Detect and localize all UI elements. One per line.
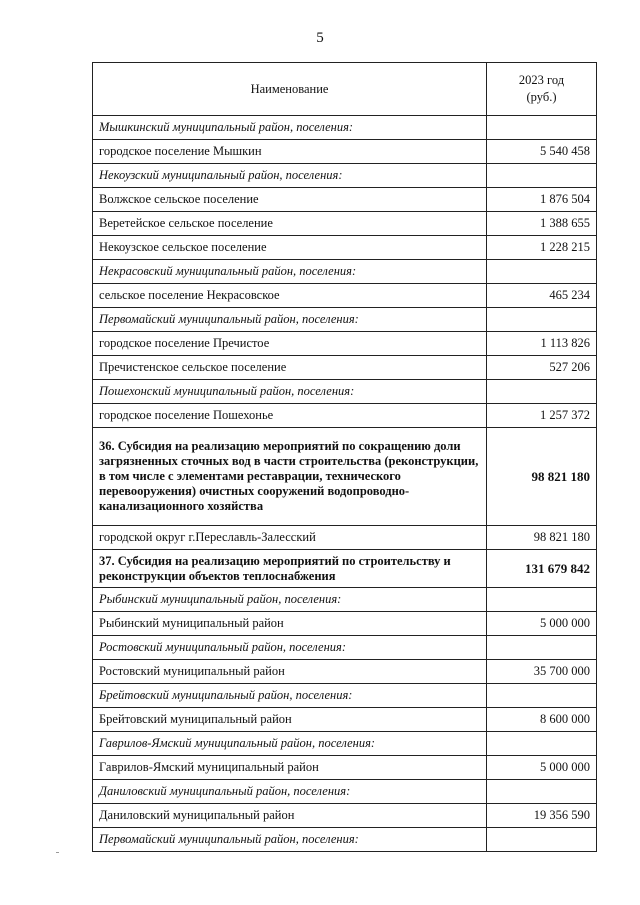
region-name: Даниловский муниципальный район, поселения: [93,780,487,804]
column-header-unit: (руб.) [526,90,557,104]
item-name: Брейтовский муниципальный район [93,708,487,732]
subsidy-row [93,428,597,526]
amount-cell [487,380,597,404]
table-row [93,612,597,636]
table-row [93,708,597,732]
amount-cell: 465 234 [487,284,597,308]
table-row [93,140,597,164]
item-name: Рыбинский муниципальный район [93,612,487,636]
amount-cell: 1 113 826 [487,332,597,356]
table-row [93,284,597,308]
amount-cell: 527 206 [487,356,597,380]
region-name: Пошехонский муниципальный район, поселения: [93,380,487,404]
region-row [93,308,597,332]
subsidy-title: 37. Субсидия на реализацию мероприятий по строительству и реконструкции объектов теплоснабжения [93,550,487,588]
table-row [93,804,597,828]
item-name: Пречистенское сельское поселение [93,356,487,380]
region-name: Рыбинский муниципальный район, поселения: [93,588,487,612]
amount-cell [487,780,597,804]
region-row [93,164,597,188]
item-name: Гаврилов-Ямский муниципальный район [93,756,487,780]
table-row [93,356,597,380]
amount-cell: 1 257 372 [487,404,597,428]
region-name: Ростовский муниципальный район, поселения: [93,636,487,660]
region-row [93,828,597,852]
budget-table [92,62,597,852]
amount-cell: 5 000 000 [487,756,597,780]
amount-cell [487,164,597,188]
page-number: 5 [316,30,324,46]
region-row [93,636,597,660]
amount-cell: 19 356 590 [487,804,597,828]
amount-cell: 5 540 458 [487,140,597,164]
amount-cell [487,588,597,612]
amount-cell: 98 821 180 [487,526,597,550]
region-row [93,732,597,756]
amount-cell [487,260,597,284]
region-name: Некоузский муниципальный район, поселения: [93,164,487,188]
region-name: Некрасовский муниципальный район, поселения: [93,260,487,284]
table-row [93,756,597,780]
amount-cell: 35 700 000 [487,660,597,684]
amount-cell: 1 228 215 [487,236,597,260]
table-row [93,212,597,236]
region-row [93,260,597,284]
column-header-year [487,63,597,116]
region-row [93,684,597,708]
region-row [93,116,597,140]
region-name: Гаврилов-Ямский муниципальный район, поселения: [93,732,487,756]
table-row [93,660,597,684]
table-row [93,526,597,550]
column-header-name: Наименование [93,63,487,116]
amount-cell: 8 600 000 [487,708,597,732]
region-name: Первомайский муниципальный район, поселения: [93,308,487,332]
amount-cell [487,116,597,140]
region-name: Первомайский муниципальный район, поселения: [93,828,487,852]
amount-cell: 5 000 000 [487,612,597,636]
region-name: Мышкинский муниципальный район, поселения: [93,116,487,140]
item-name: городское поселение Мышкин [93,140,487,164]
table-row [93,332,597,356]
amount-cell [487,308,597,332]
table-body [93,116,597,852]
item-name: Веретейское сельское поселение [93,212,487,236]
subsidy-title: 36. Субсидия на реализацию мероприятий по сокращению доли загрязненных сточных вод в части строительства (реконструкции, в том числе с элементами реставрации, технического перевооружения) очистных сооружений водопроводно-канализационного хозяйства [93,428,487,526]
item-name: городское поселение Пречистое [93,332,487,356]
region-row [93,380,597,404]
amount-cell [487,684,597,708]
subsidy-amount: 131 679 842 [487,550,597,588]
table-header-row [93,63,597,116]
region-name: Брейтовский муниципальный район, поселения: [93,684,487,708]
table-row [93,404,597,428]
item-name: Волжское сельское поселение [93,188,487,212]
item-name: городской округ г.Переславль-Залесский [93,526,487,550]
item-name: городское поселение Пошехонье [93,404,487,428]
margin-mark [56,852,59,853]
amount-cell: 1 876 504 [487,188,597,212]
region-row [93,588,597,612]
amount-cell [487,636,597,660]
table-row [93,236,597,260]
table-row [93,188,597,212]
item-name: Даниловский муниципальный район [93,804,487,828]
amount-cell [487,732,597,756]
item-name: сельское поселение Некрасовское [93,284,487,308]
item-name: Ростовский муниципальный район [93,660,487,684]
item-name: Некоузское сельское поселение [93,236,487,260]
column-header-year-label: 2023 год [518,73,565,87]
amount-cell [487,828,597,852]
subsidy-row [93,550,597,588]
subsidy-amount: 98 821 180 [487,428,597,526]
amount-cell: 1 388 655 [487,212,597,236]
region-row [93,780,597,804]
